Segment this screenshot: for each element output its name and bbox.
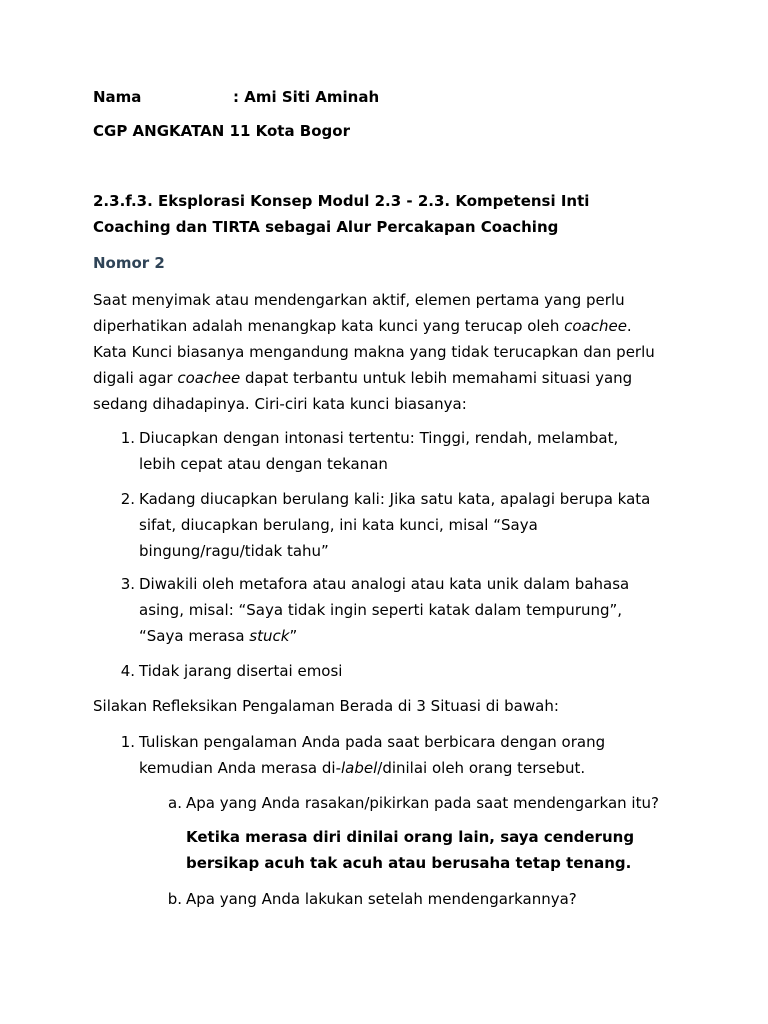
- list-number: 2.: [120, 490, 135, 508]
- list-number: 1.: [120, 733, 135, 751]
- answer-line-1: Ketika merasa diri dinilai orang lain, saya cenderung: [186, 828, 635, 846]
- intro-line-3: Kata Kunci biasanya mengandung makna yang tidak terucapkan dan perlu: [93, 343, 655, 361]
- name-label: Nama: [93, 88, 142, 106]
- label-term: label: [340, 759, 378, 777]
- name-line: [93, 84, 674, 110]
- list-item-text: Tidak jarang disertai emosi: [139, 662, 343, 680]
- intro-text: digali agar: [93, 369, 178, 387]
- title-line-1: 2.3.f.3. Eksplorasi Konsep Modul 2.3 - 2.3. Kompetensi Inti: [93, 192, 590, 210]
- name-value: : Ami Siti Aminah: [233, 88, 380, 106]
- reflection-text: [139, 755, 674, 781]
- intro-text: .: [626, 317, 632, 335]
- intro-text: diperhatikan adalah menangkap kata kunci yang terucap oleh: [93, 317, 565, 335]
- list-item-text: Kadang diucapkan berulang kali: Jika satu kata, apalagi berupa kata: [139, 490, 651, 508]
- title-line-2: Coaching dan TIRTA sebagai Alur Percakapan Coaching: [93, 218, 559, 236]
- sub-letter: a.: [168, 794, 182, 812]
- list-item-text: [139, 623, 674, 649]
- list-item: [93, 486, 674, 564]
- answer-block: [93, 824, 674, 876]
- coachee-term: coachee: [564, 317, 627, 335]
- doc-title: [93, 188, 674, 240]
- reflection-text: kemudian Anda merasa di-: [139, 759, 341, 777]
- list-item: [93, 571, 674, 649]
- reflection-heading: Silakan Refleksikan Pengalaman Berada di 3 Situasi di bawah:: [93, 697, 559, 715]
- stuck-term: stuck: [249, 627, 290, 645]
- reflection-text: Tuliskan pengalaman Anda pada saat berbicara dengan orang: [139, 733, 606, 751]
- list-item-text: bingung/ragu/tidak tahu”: [139, 542, 329, 560]
- sub-question: [93, 886, 674, 912]
- list-number: 1.: [120, 429, 135, 447]
- sub-question-text: Apa yang Anda rasakan/pikirkan pada saat mendengarkan itu?: [186, 794, 659, 812]
- sub-question-text: Apa yang Anda lakukan setelah mendengarkannya?: [186, 890, 577, 908]
- answer-line-2: bersikap acuh tak acuh atau berusaha tetap tenang.: [186, 854, 632, 872]
- list-number: 3.: [120, 575, 135, 593]
- list-item: [93, 658, 674, 684]
- intro-text: dapat terbantu untuk lebih memahami situasi yang: [240, 369, 633, 387]
- intro-paragraph: [93, 287, 674, 417]
- sub-letter: b.: [167, 890, 182, 908]
- reflection-item: [93, 729, 674, 781]
- intro-line-5: sedang dihadapinya. Ciri-ciri kata kunci biasanya:: [93, 395, 467, 413]
- intro-line-2: [93, 313, 674, 339]
- intro-line-1: Saat menyimak atau mendengarkan aktif, elemen pertama yang perlu: [93, 291, 625, 309]
- coachee-term: coachee: [177, 369, 241, 387]
- list-item-text: sifat, diucapkan berulang, ini kata kunci, misal “Saya: [139, 516, 538, 534]
- list-number: 4.: [120, 662, 135, 680]
- cgp-line: CGP ANGKATAN 11 Kota Bogor: [93, 122, 350, 140]
- list-item-text: lebih cepat atau dengan tekanan: [139, 455, 388, 473]
- section-heading: Nomor 2: [93, 254, 165, 272]
- list-item-text: asing, misal: “Saya tidak ingin seperti katak dalam tempurung”,: [139, 601, 623, 619]
- reflection-text: /dinilai oleh orang tersebut.: [377, 759, 586, 777]
- list-item: [93, 425, 674, 477]
- list-item-text: ”: [289, 627, 298, 645]
- list-item-text: “Saya merasa: [139, 627, 250, 645]
- list-item-text: Diwakili oleh metafora atau analogi atau kata unik dalam bahasa: [139, 575, 630, 593]
- list-item-text: Diucapkan dengan intonasi tertentu: Tinggi, rendah, melambat,: [139, 429, 619, 447]
- sub-question: [93, 790, 674, 816]
- intro-line-4: [93, 365, 674, 391]
